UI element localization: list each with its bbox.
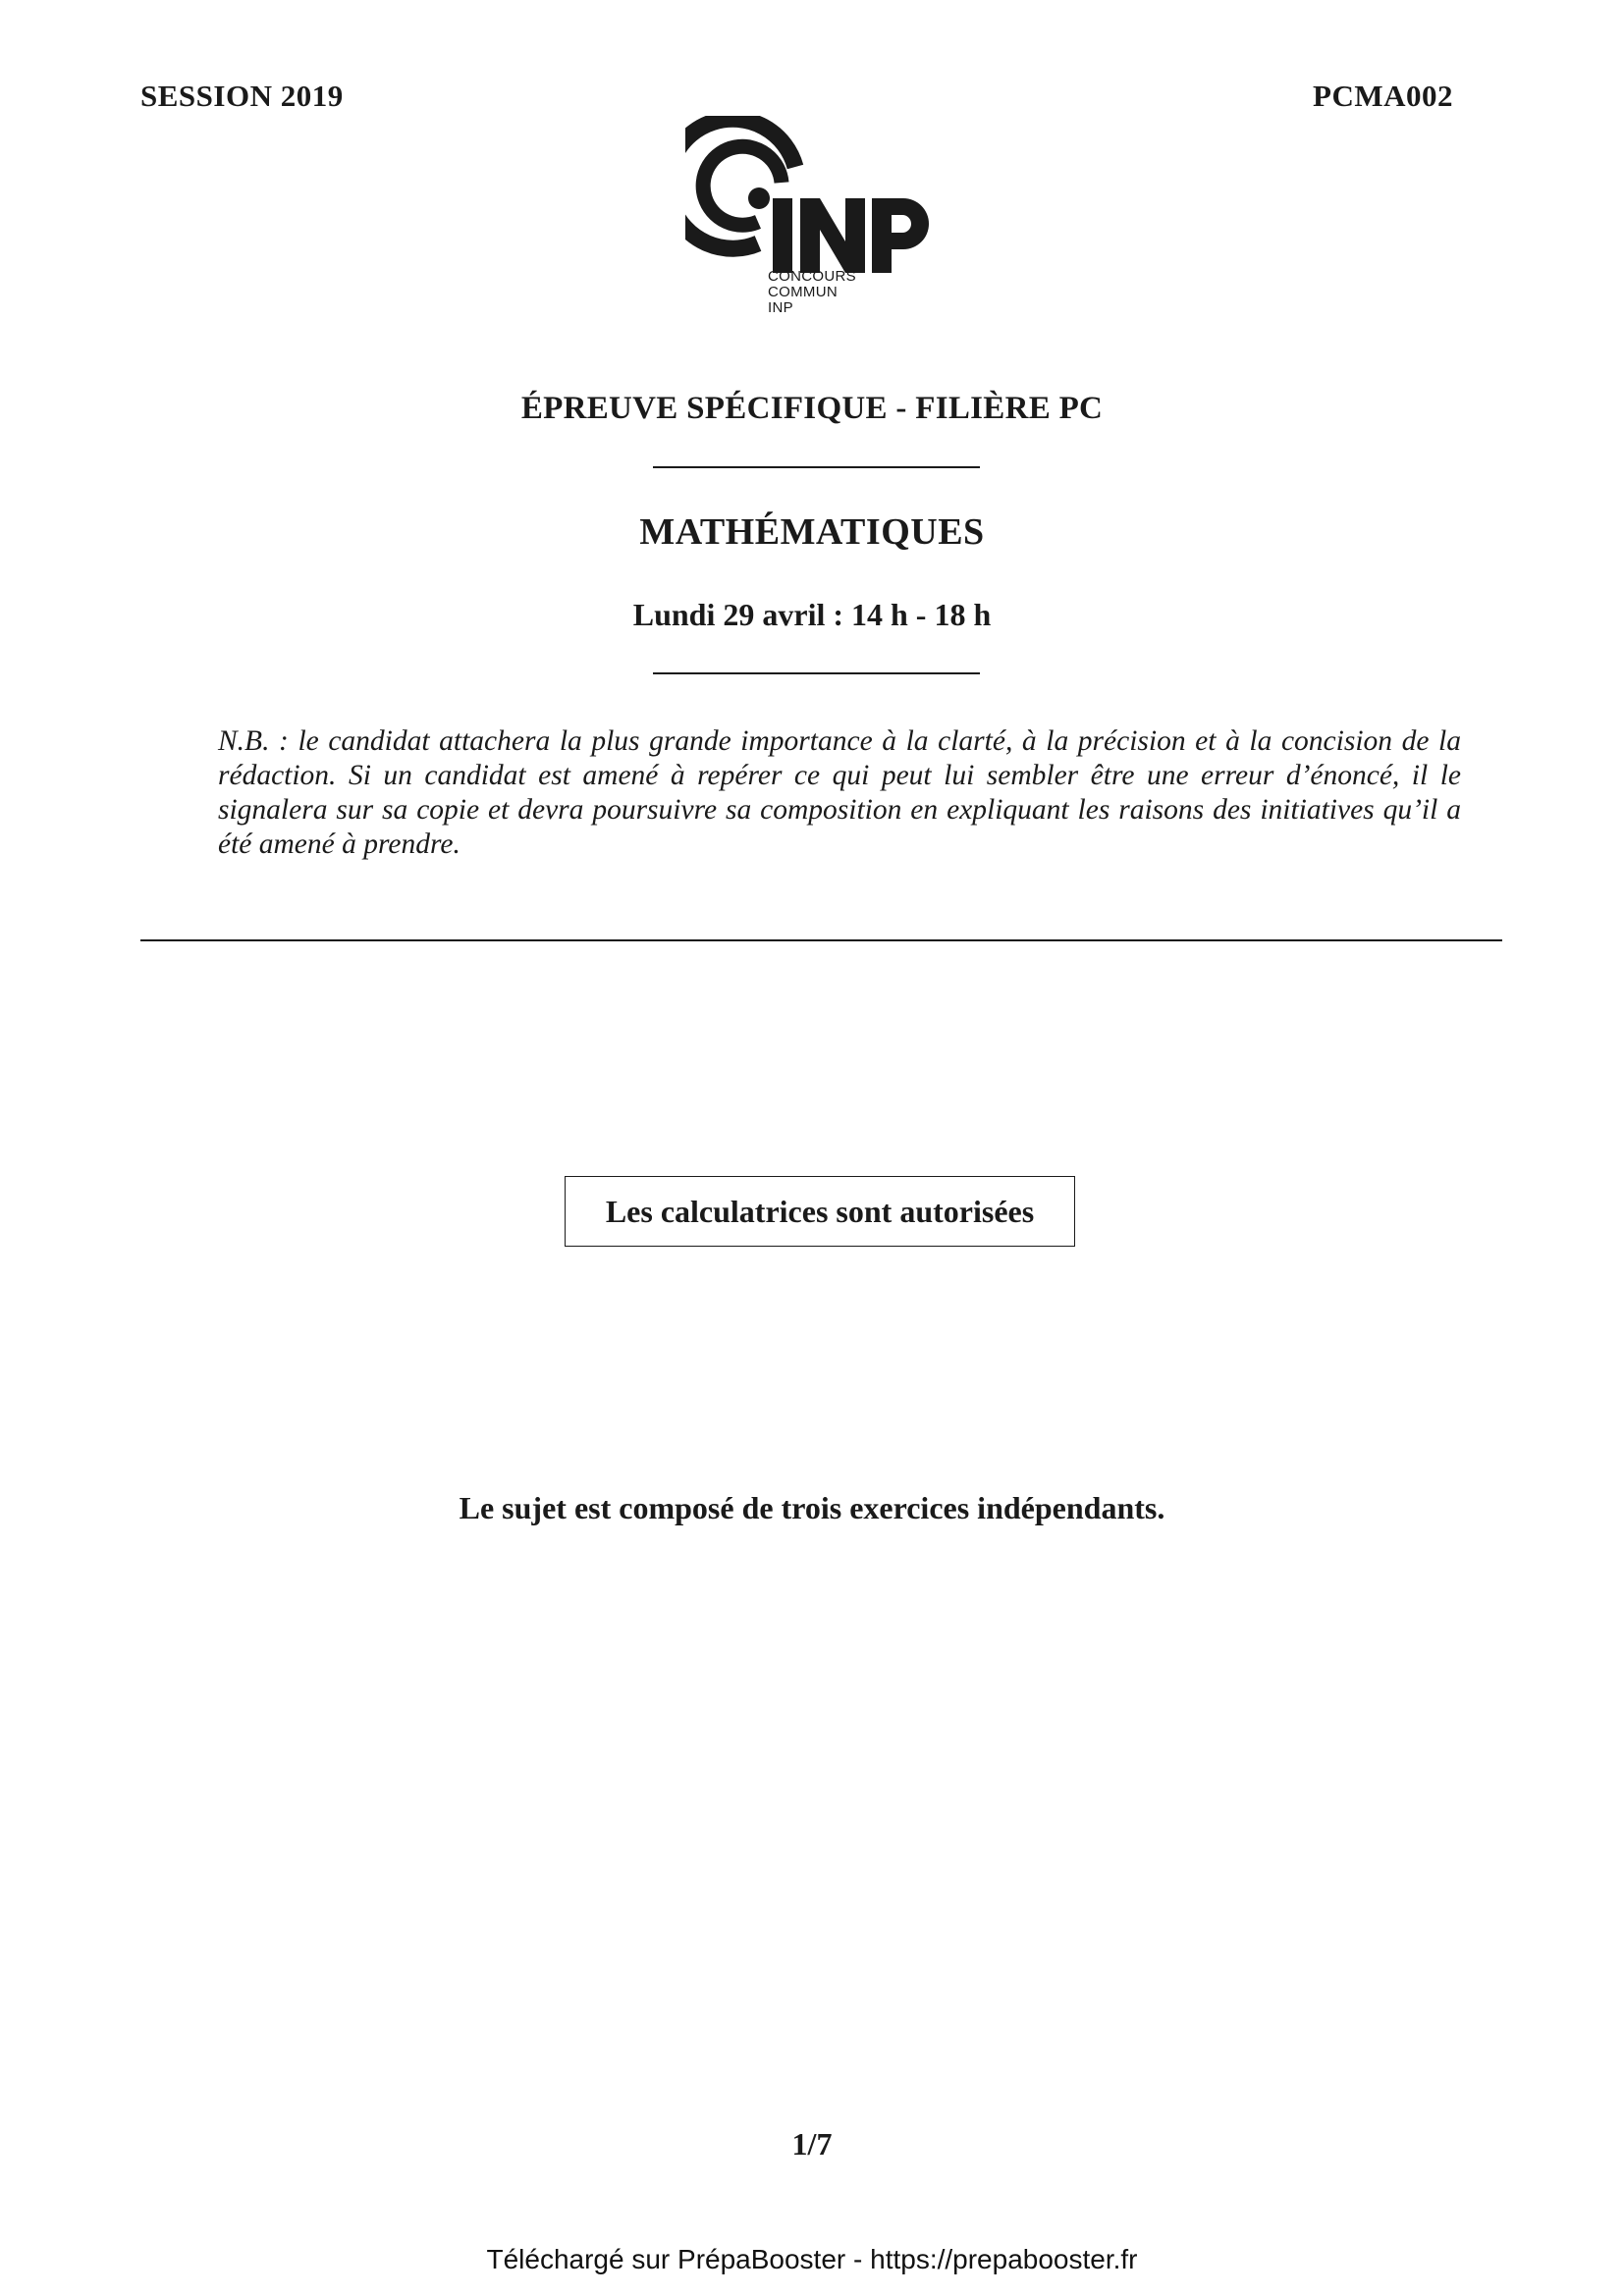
calculator-notice-box <box>565 1176 1075 1247</box>
title-divider <box>653 466 980 468</box>
subject-composition: Le sujet est composé de trois exercices indépendants. <box>459 1490 1165 1525</box>
subject-title: MATHÉMATIQUES <box>639 511 985 553</box>
epreuve-title: ÉPREUVE SPÉCIFIQUE - FILIÈRE PC <box>520 391 1104 426</box>
page-number: 1/7 <box>791 2126 833 2162</box>
logo-caption-line: INP <box>768 299 793 316</box>
logo-caption-line: COMMUN <box>768 284 838 300</box>
session-label: SESSION 2019 <box>140 79 344 113</box>
exam-code: PCMA002 <box>1313 79 1453 113</box>
date-divider <box>653 672 980 674</box>
logo-caption <box>768 269 856 316</box>
calculator-notice: Les calculatrices sont autorisées <box>605 1193 1035 1229</box>
candidate-notice: N.B. : le candidat attachera la plus grande importance à la clarté, à la précision et à la concision de la rédaction. Si un candidat est amené à repérer ce qui peut lui sembler être une erreur d’énoncé, il le signalera sur sa copie et devra poursuivre sa composition en expliquant les raisons des initiatives qu’il a été amené à prendre. <box>218 725 1461 860</box>
section-divider <box>140 939 1502 941</box>
logo-caption-line: CONCOURS <box>768 268 856 285</box>
download-footer: Téléchargé sur PrépaBooster - https://prepabooster.fr <box>486 2244 1138 2274</box>
exam-date: Lundi 29 avril : 14 h - 18 h <box>632 597 992 632</box>
